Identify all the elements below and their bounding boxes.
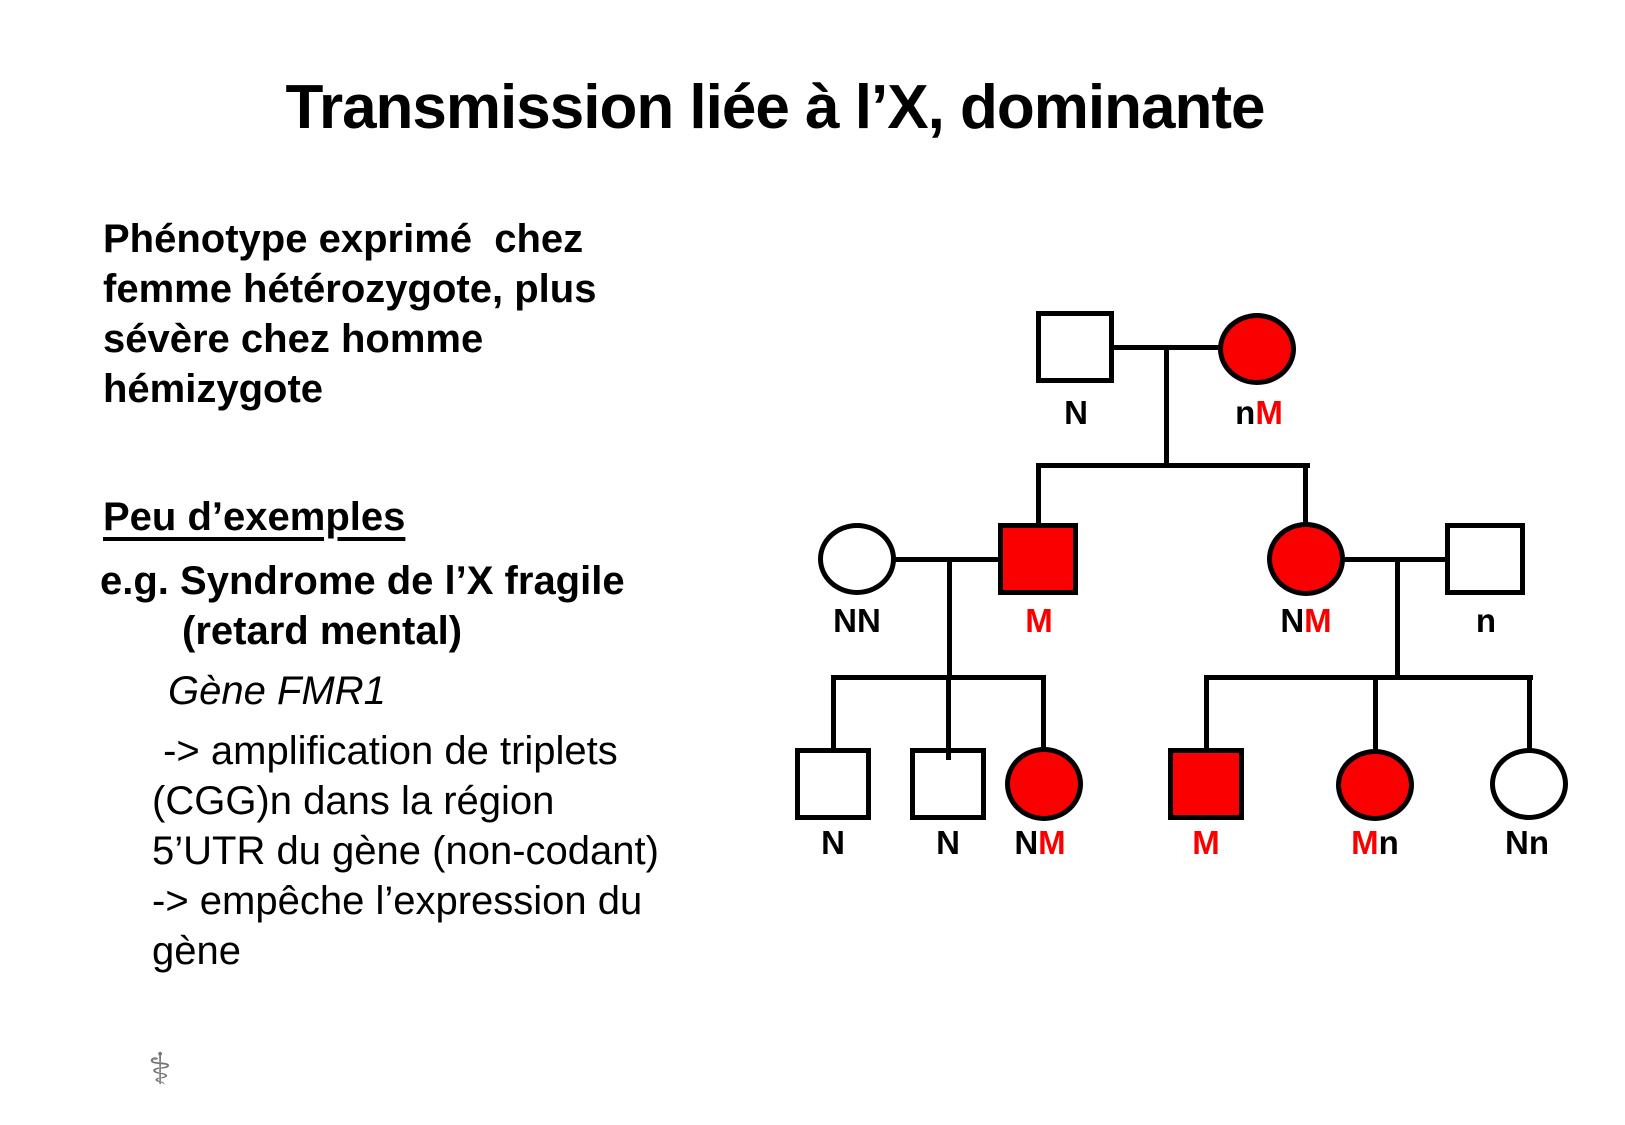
examples-heading: Peu d’exemples bbox=[103, 495, 406, 539]
genotype-label-III-3: NM bbox=[1014, 824, 1066, 861]
pedigree-descent-line-gen2-right bbox=[1395, 559, 1400, 679]
pedigree-symbol-III-4-male bbox=[1168, 748, 1244, 820]
pedigree-stub-III-4 bbox=[1204, 675, 1209, 751]
pedigree-stub-III-2 bbox=[946, 675, 951, 760]
intro-line-3: sévère chez homme bbox=[103, 317, 484, 361]
pedigree-symbol-II-3-female bbox=[1267, 522, 1345, 596]
pedigree-stub-II-3 bbox=[1303, 463, 1308, 524]
intro-line-1: Phénotype exprimé chez bbox=[103, 217, 584, 261]
mechanism-line-4: -> empêche l’expression du bbox=[152, 879, 643, 923]
genotype-label-II-3: NM bbox=[1280, 602, 1332, 639]
pedigree-symbol-III-6-female bbox=[1490, 748, 1568, 820]
page-title: Transmission liée à l’X, dominante bbox=[285, 73, 1265, 142]
pedigree-symbol-III-5-female bbox=[1336, 749, 1414, 821]
pedigree-stub-II-2 bbox=[1036, 463, 1041, 525]
pedigree-stub-III-3 bbox=[1041, 675, 1046, 751]
genotype-label-II-1: NN bbox=[833, 602, 881, 639]
pedigree-sibling-bar-gen3-right bbox=[1204, 675, 1533, 680]
gene-name-line: Gène FMR1 bbox=[168, 669, 386, 713]
pedigree-stub-III-5 bbox=[1373, 675, 1378, 752]
pedigree-sibling-bar-gen2 bbox=[1036, 463, 1310, 468]
genotype-label-III-1: N bbox=[821, 824, 845, 861]
example-line-1: e.g. Syndrome de l’X fragile bbox=[100, 559, 625, 603]
pedigree-symbol-III-1-male bbox=[795, 748, 871, 820]
pedigree-stub-III-6 bbox=[1527, 675, 1532, 751]
asclepius-staff-icon: ⚕ bbox=[148, 1044, 172, 1095]
pedigree-descent-line-gen1 bbox=[1164, 347, 1169, 465]
pedigree-symbol-II-1-female bbox=[818, 523, 896, 595]
pedigree-descent-line-gen2-left bbox=[947, 559, 952, 679]
genotype-label-III-5: Mn bbox=[1351, 824, 1399, 861]
mechanism-line-1: -> amplification de triplets bbox=[152, 729, 618, 773]
intro-line-4: hémizygote bbox=[103, 367, 324, 411]
genotype-label-I-2: nM bbox=[1235, 394, 1283, 431]
genotype-label-III-2: N bbox=[936, 824, 960, 861]
genotype-label-III-4: M bbox=[1192, 824, 1220, 861]
pedigree-stub-III-1 bbox=[831, 675, 836, 751]
genotype-label-I-1: N bbox=[1064, 394, 1088, 431]
pedigree-symbol-I-2-female bbox=[1218, 313, 1296, 385]
genotype-label-II-2: M bbox=[1025, 602, 1053, 639]
genotype-label-III-6: Nn bbox=[1505, 824, 1549, 861]
intro-line-2: femme hétérozygote, plus bbox=[103, 267, 597, 311]
pedigree-symbol-II-4-male bbox=[1445, 523, 1525, 595]
pedigree-symbol-III-3-female bbox=[1005, 747, 1083, 821]
pedigree-sibling-bar-gen3-left bbox=[831, 675, 1046, 680]
mechanism-line-2: (CGG)n dans la région bbox=[152, 779, 555, 823]
mechanism-line-5: gène bbox=[152, 929, 241, 973]
example-line-2: (retard mental) bbox=[182, 609, 463, 653]
pedigree-symbol-I-1-male bbox=[1036, 311, 1114, 383]
pedigree-symbol-II-2-male bbox=[998, 523, 1078, 595]
genotype-label-II-4: n bbox=[1475, 602, 1497, 639]
mechanism-line-3: 5’UTR du gène (non-codant) bbox=[152, 829, 659, 873]
